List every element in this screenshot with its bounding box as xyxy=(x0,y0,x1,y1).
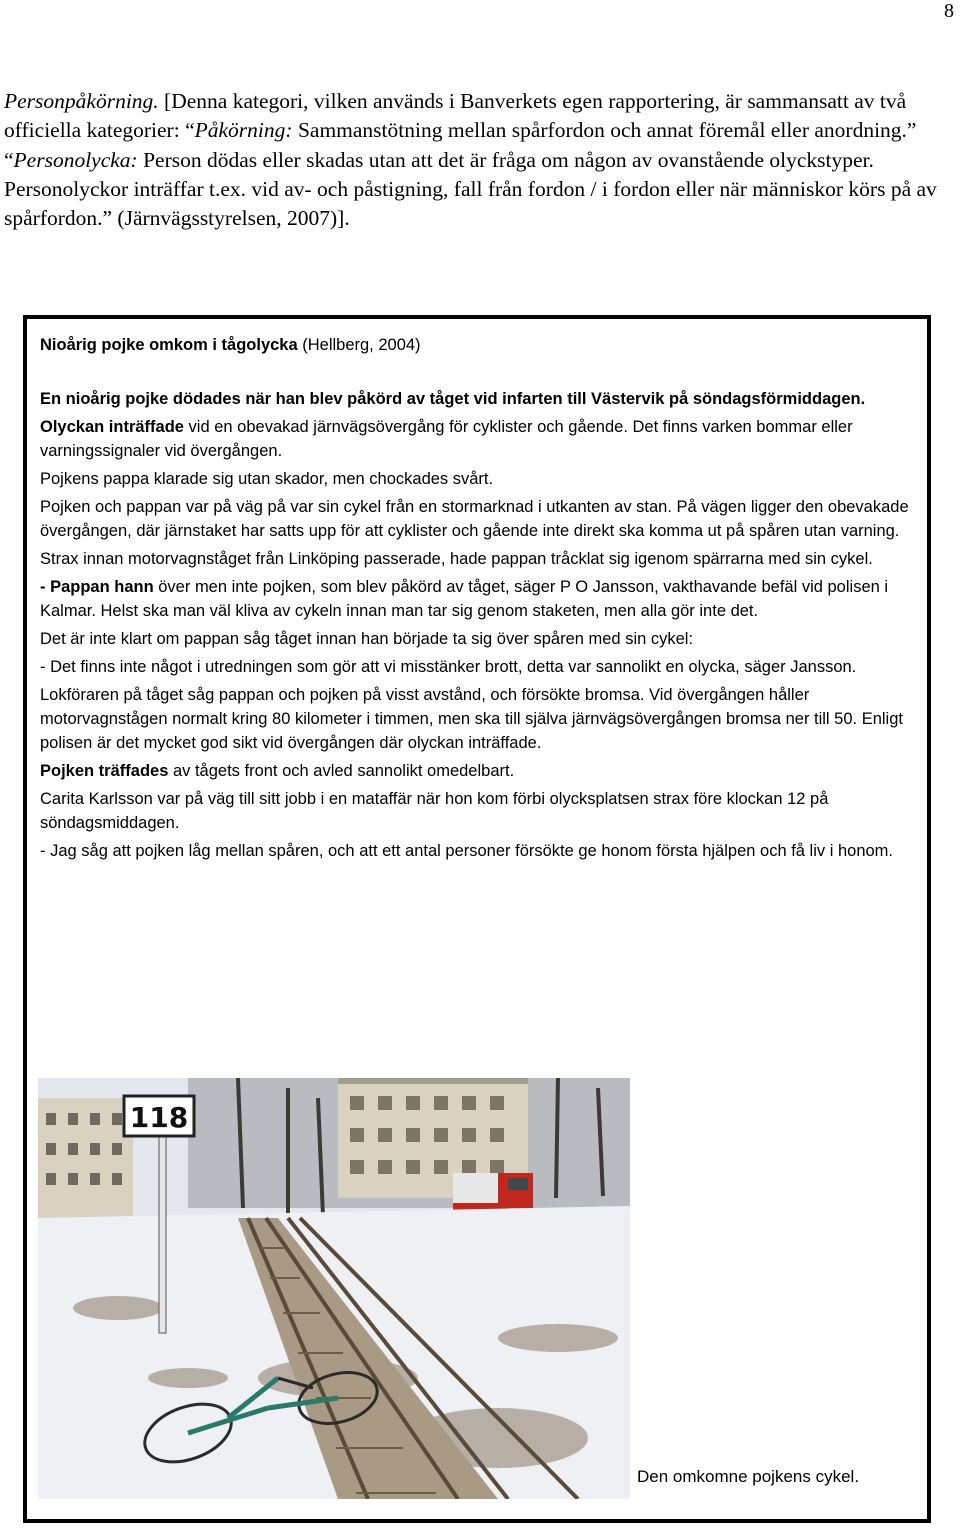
article-paragraph: - Det finns inte något i utredningen som gör att vi misstänker brott, detta var sannolikt en olycka, säger Jansson. xyxy=(40,658,857,676)
left-building xyxy=(38,1098,133,1218)
railway-scene xyxy=(38,1078,630,1499)
article-paragraph xyxy=(40,415,920,463)
headline-title: Nioårig pojke omkom i tågolycka xyxy=(40,336,298,354)
paragraph-text: av tågets front och avled sannolikt omedelbart. xyxy=(168,762,515,780)
article-paragraph: - Jag såg att pojken låg mellan spåren, och att ett antal personer försökte ge honom första hjälpen och få liv i honom. xyxy=(40,842,893,860)
headline-source: (Hellberg, 2004) xyxy=(297,336,421,354)
lead-text: En nioårig pojke dödades när han blev påkörd av tåget vid infarten till Västervik på söndagsförmiddagen. xyxy=(40,390,866,408)
intro-text-1: [Denna kategori, vilken används i Banverkets egen rapportering, är sammansatt av två officiella kategorier: “ xyxy=(4,89,907,143)
paragraph-text: över men inte pojken, som blev påkörd av tåget, säger P O Jansson, vakthavande befäl vid polisen i Kalmar. Helst ska man väl kliva av cykeln innan man tar sig genom staketen, men alla gör inte det. xyxy=(40,578,889,620)
intro-text-2: Sammanstötning mellan spårfordon och annat föremål eller anordning.” “ xyxy=(4,118,917,172)
news-article xyxy=(40,333,920,867)
article-paragraph xyxy=(40,759,920,783)
intro-category-1: Påkörning: xyxy=(194,118,293,143)
article-lead xyxy=(40,387,920,411)
sign-number: 118 xyxy=(129,1101,189,1134)
photo-caption: Den omkomne pojkens cykel. xyxy=(637,1467,860,1486)
article-paragraph: Det är inte klart om pappan såg tåget innan han började ta sig över spåren med sin cykel: xyxy=(40,630,694,648)
page-number: 8 xyxy=(944,0,954,22)
article-paragraph: Strax innan motorvagnståget från Linköping passerade, hade pappan tråcklat sig igenom spärrarna med sin cykel. xyxy=(40,550,873,568)
article-paragraph: Pojkens pappa klarade sig utan skador, men chockades svårt. xyxy=(40,470,494,488)
paragraph-text: vid en obevakad järnvägsövergång för cyklister och gående. Det finns varken bommar eller varningssignaler vid övergången. xyxy=(40,418,853,460)
article-paragraph: Carita Karlsson var på väg till sitt jobb i en mataffär när hon kom förbi olycksplatsen strax före klockan 12 på söndagsmiddagen. xyxy=(40,790,829,832)
paragraph-bold-start: - Pappan hann xyxy=(40,578,154,596)
accident-site-photo xyxy=(38,1078,630,1499)
article-paragraph: Lokföraren på tåget såg pappan och pojken på visst avstånd, och försökte bromsa. Vid övergången håller motorvagnstågen normalt kring 80 kilometer i timmen, men ska till själva järnvägsövergången bromsa ner till 50. Enligt polisen är det mycket god sikt vid övergången där olyckan inträffade. xyxy=(40,686,903,752)
article-paragraph xyxy=(40,575,920,623)
paragraph-bold-start: Olyckan inträffade xyxy=(40,418,184,436)
intro-text-3: Person dödas eller skadas utan att det är fråga om någon av ovanstående olyckstyper. Personolyckor inträffar t.ex. vid av- och påstigning, fall från fordon / i fordon eller när människor körs på av spårfordon.” (Järnvägsstyrelsen, 2007)]. xyxy=(4,147,937,231)
intro-category-2: Personolycka: xyxy=(13,147,138,172)
intro-paragraph xyxy=(4,87,956,233)
article-headline xyxy=(40,333,920,357)
article-paragraph: Pojken och pappan var på väg på var sin cykel från en stormarknad i utkanten av stan. På vägen ligger den obevakade övergången, där järnstaket har satts upp för att cyklister och gående inte direkt ska komma ut på spåren utan varning. xyxy=(40,498,909,540)
paragraph-bold-start: Pojken träffades xyxy=(40,762,169,780)
intro-term: Personpåkörning. xyxy=(4,89,159,113)
